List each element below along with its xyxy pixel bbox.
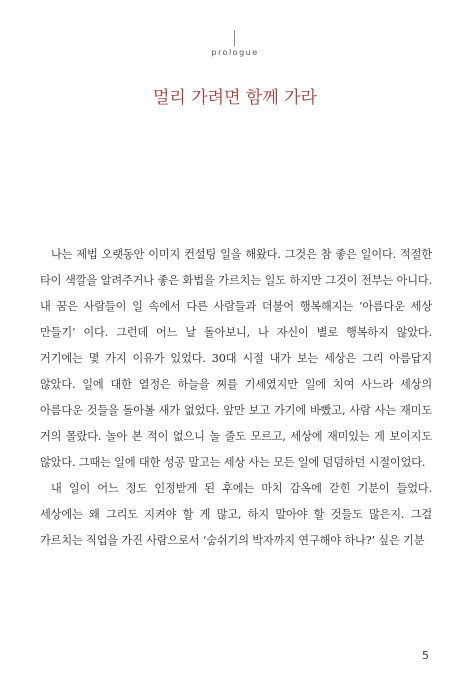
section-label: prologue — [211, 48, 259, 57]
page-title: 멀리 가려면 함께 가라 — [152, 88, 317, 108]
paragraph: 나는 제법 오랫동안 이미지 컨설팅 일을 해왔다. 그것은 참 좋은 일이다. 적절한 타이 색깔을 알려주거나 좋은 화법을 가르치는 일도 하지만 그것이 전부는 아니다. 내 꿈은 사람들이 일 속에서 다른 사람들과 더불어 행복해지는 ‘아름다운 세상 만들기’ 이다. 그런데 어느 날 돌아보니, 나 자신이 별로 행복하지 않았다. 거기에는 몇 가지 이유가 있었다. 30대 시절 내가 보는 세상은 그리 아름답지 않았다. 일에 대한 열정은 하늘을 찌를 기세였지만 일에 치여 사느라 세상의 아름다운 것들을 돌아볼 새가 없었다. 앞만 보고 가기에 바빴고, 사람 사는 재미도 거의 몰랐다. 놀아 본 적이 없으니 놀 줄도 모르고, 세상에 재미있는 게 보이지도 않았다. 그때는 일에 대한 성공 말고는 세상 사는 모든 일에 덤덤하던 시절이었다. — [40, 248, 432, 469]
body-text — [40, 242, 432, 554]
paragraph: 내 일이 어느 정도 인정받게 된 후에는 마치 감옥에 갇힌 기분이 들었다. 세상에는 왜 그리도 지켜야 할 게 많고, 하지 말아야 할 것들도 많은지. 그걸 가르치는 직업을 가진 사람으로서 ‘숨쉬기의 박자까지 연구해야 하나?’ 싶은 기분 — [40, 482, 432, 547]
page-number: 5 — [422, 649, 429, 662]
header-divider-line — [234, 30, 235, 46]
